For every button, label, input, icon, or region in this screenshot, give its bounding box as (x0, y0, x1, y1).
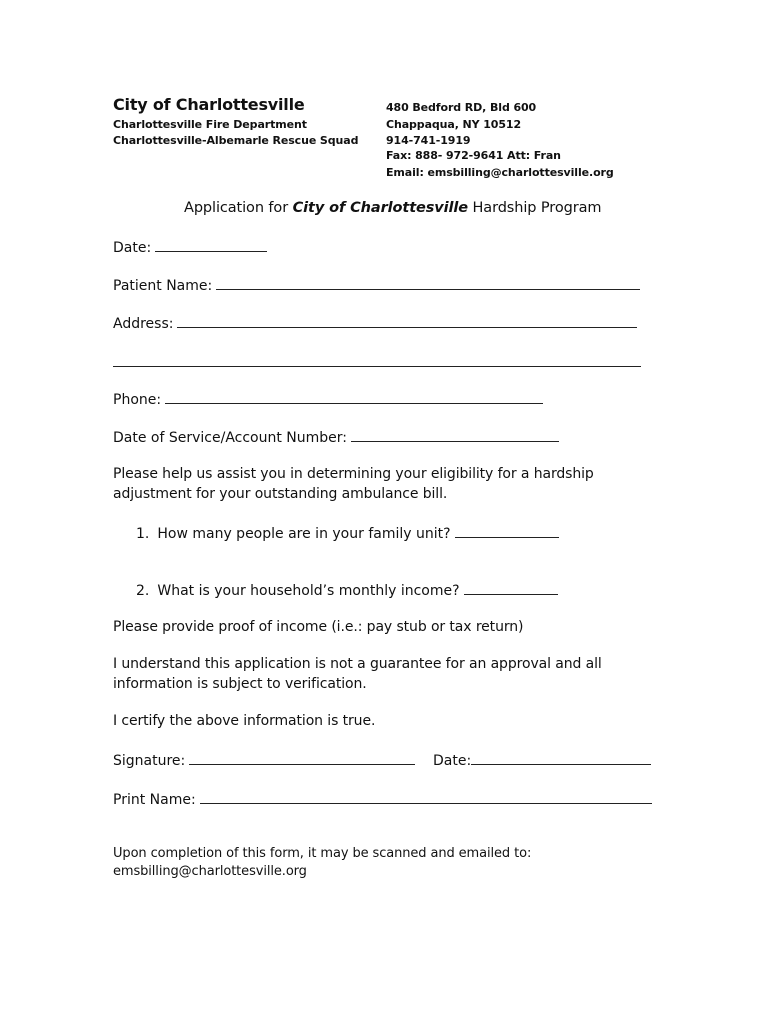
heading-suffix: Hardship Program (468, 200, 602, 216)
heading-emphasis: City of Charlottesville (292, 200, 468, 216)
patient-name-label: Patient Name: (113, 278, 213, 294)
proof-instructions: Please provide proof of income (i.e.: pay stub or tax return) (113, 619, 524, 635)
footer-line-1: Upon completion of this form, it may be scanned and emailed to: (113, 846, 532, 861)
q1-input-line[interactable] (455, 524, 559, 538)
intro-line-1: Please help us assist you in determining your eligibility for a hardship (113, 466, 594, 482)
heading-prefix: Application for (184, 200, 293, 216)
form-heading (184, 200, 601, 216)
date-label: Date: (113, 240, 152, 256)
contact-email: Email: emsbilling@charlottesville.org (386, 166, 614, 179)
q2-number: 2. (136, 583, 150, 599)
address-row (113, 314, 637, 332)
signature-label: Signature: (113, 753, 186, 769)
intro-line-2: adjustment for your outstanding ambulance bill. (113, 486, 448, 502)
fax-number: Fax: 888- 972-9641 Att: Fran (386, 149, 561, 162)
understand-line-1: I understand this application is not a guarantee for an approval and all (113, 656, 602, 672)
signature-date-row (433, 751, 651, 769)
address-line-1: 480 Bedford RD, Bld 600 (386, 101, 537, 114)
dos-input-line[interactable] (351, 428, 559, 442)
address-label: Address: (113, 316, 174, 332)
signature-row (113, 751, 415, 769)
dos-row (113, 428, 559, 446)
phone-number: 914-741-1919 (386, 134, 471, 147)
signature-date-label: Date: (433, 753, 472, 769)
q2-text: What is your household’s monthly income? (157, 583, 460, 599)
dept-rescue: Charlottesville-Albemarle Rescue Squad (113, 134, 359, 147)
footer-email: emsbilling@charlottesville.org (113, 864, 307, 879)
signature-date-input-line[interactable] (471, 751, 651, 765)
phone-label: Phone: (113, 392, 162, 408)
address-input-line[interactable] (177, 314, 637, 328)
q1-number: 1. (136, 526, 150, 542)
address-line-2: Chappaqua, NY 10512 (386, 118, 522, 131)
signature-input-line[interactable] (189, 751, 415, 765)
q2-input-line[interactable] (464, 581, 558, 595)
understand-line-2: information is subject to verification. (113, 676, 367, 692)
phone-row (113, 390, 543, 408)
certify-statement: I certify the above information is true. (113, 713, 376, 729)
patient-name-row (113, 276, 640, 294)
q1-text: How many people are in your family unit? (157, 526, 451, 542)
patient-name-input-line[interactable] (216, 276, 640, 290)
date-input-line[interactable] (155, 238, 267, 252)
question-2-row (136, 581, 558, 599)
dept-fire: Charlottesville Fire Department (113, 118, 307, 131)
print-name-row (113, 790, 652, 808)
question-1-row (136, 524, 559, 542)
address-input-line-2[interactable] (113, 353, 641, 367)
dos-label: Date of Service/Account Number: (113, 430, 348, 446)
print-name-input-line[interactable] (200, 790, 652, 804)
phone-input-line[interactable] (165, 390, 543, 404)
print-name-label: Print Name: (113, 792, 196, 808)
date-row (113, 238, 267, 256)
org-title: City of Charlottesville (113, 95, 305, 114)
